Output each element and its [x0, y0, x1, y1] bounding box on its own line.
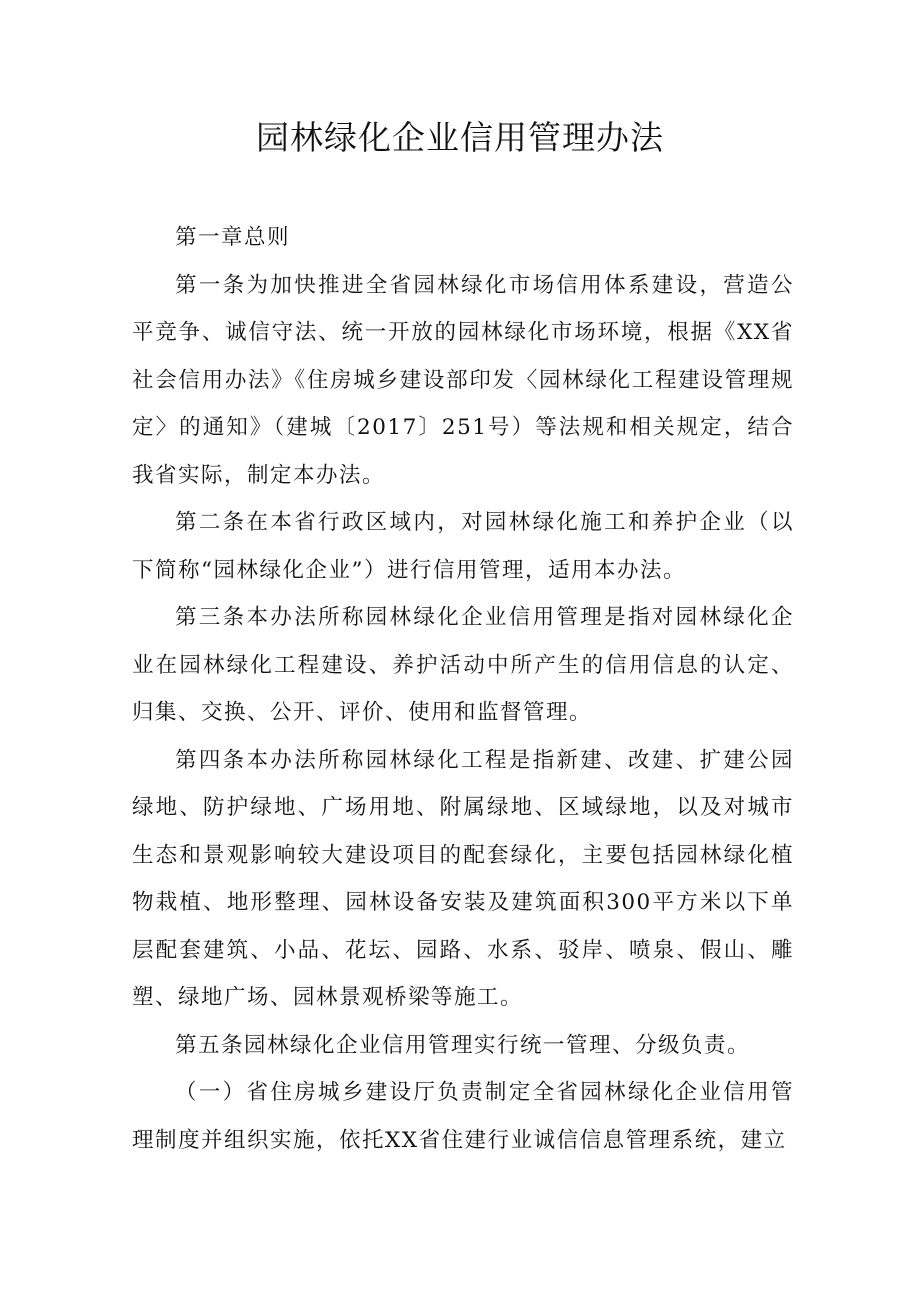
document-title: 园林绿化企业信用管理办法: [256, 118, 664, 157]
article-3: 第三条本办法所称园林绿化企业信用管理是指对园林绿化企业在园林绿化工程建设、养护活动中所产生的信用信息的认定、归集、交换、公开、评价、使用和监督管理。: [132, 605, 794, 725]
article-4: 第四条本办法所称园林绿化工程是指新建、改建、扩建公园绿地、防护绿地、广场用地、附属绿地、区域绿地，以及对城市生态和景观影响较大建设项目的配套绿化，主要包括园林绿化植物栽植、地形整理、园林设备安装及建筑面积300平方米以下单层配套建筑、小品、花坛、园路、水系、驳岸、喷泉、假山、雕塑、绿地广场、园林景观桥梁等施工。: [132, 747, 794, 1010]
article-5-item-1: （一）省住房城乡建设厅负责制定全省园林绿化企业信用管理制度并组织实施，依托XX省住建行业诚信信息管理系统，建立: [132, 1080, 794, 1153]
article-5: 第五条园林绿化企业信用管理实行统一管理、分级负责。: [175, 1032, 751, 1058]
article-2: 第二条在本省行政区域内，对园林绿化施工和养护企业（以下简称“园林绿化企业”）进行信用管理，适用本办法。: [132, 510, 794, 583]
document-body: [132, 214, 794, 1164]
chapter-heading: 第一章总则: [175, 225, 291, 250]
article-1: 第一条为加快推进全省园林绿化市场信用体系建设，营造公平竞争、诚信守法、统一开放的园林绿化市场环境，根据《XX省社会信用办法》《住房城乡建设部印发〈园林绿化工程建设管理规定〉的通知》（建城〔2017〕251号）等法规和相关规定，结合我省实际，制定本办法。: [132, 272, 794, 488]
